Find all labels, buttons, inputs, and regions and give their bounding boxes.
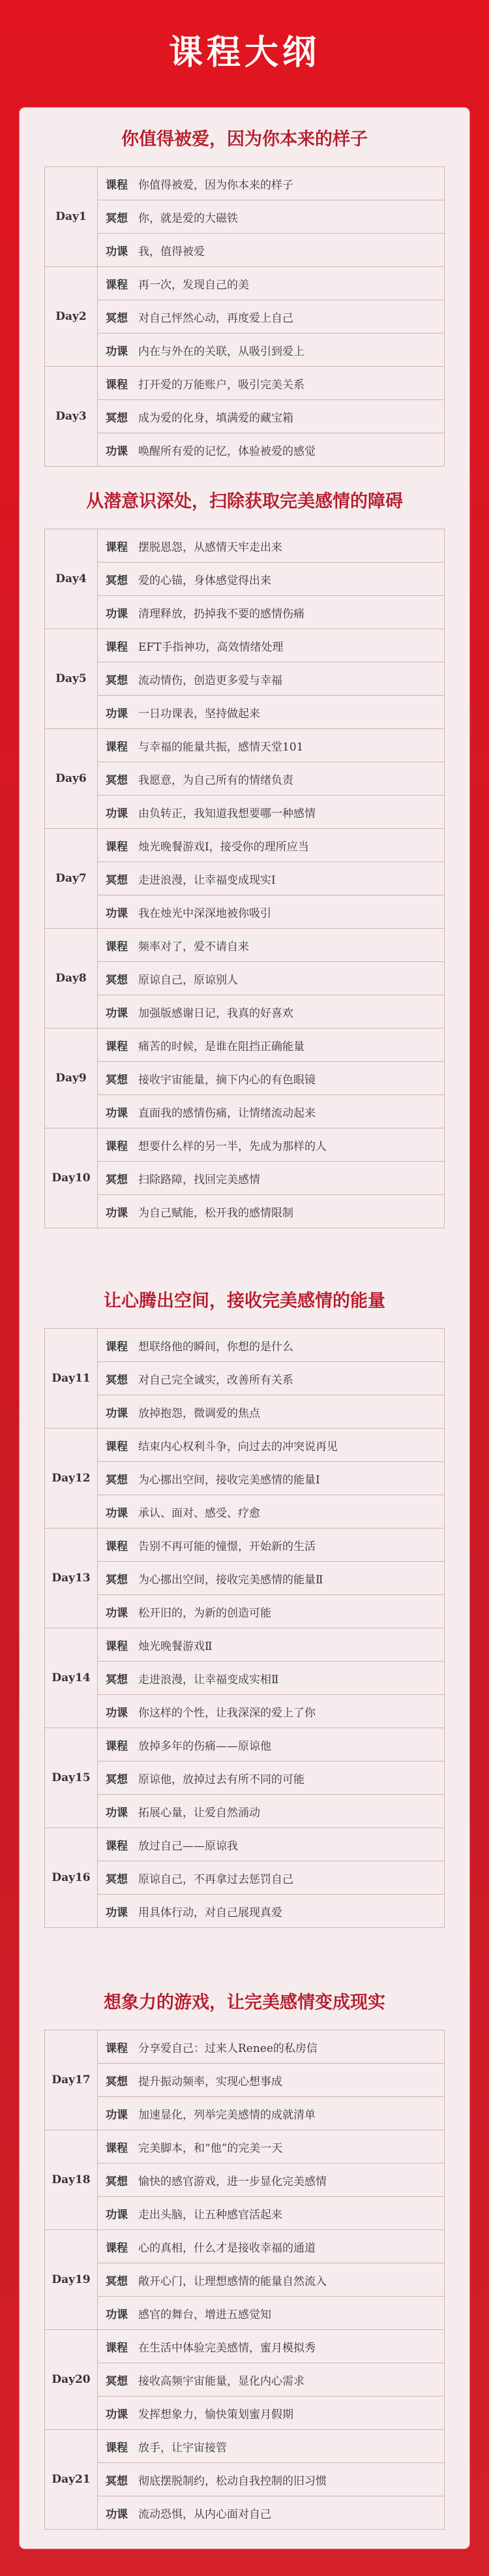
item-type-meditation: 冥想 [98, 300, 136, 334]
item-type-meditation: 冥想 [98, 1062, 136, 1095]
item-text: 承认、面对、感受、疗愈 [136, 1495, 445, 1529]
table-row [45, 1595, 445, 1628]
item-type-course: 课程 [98, 1628, 136, 1662]
item-type-course: 课程 [98, 1429, 136, 1462]
table-row [45, 1695, 445, 1728]
item-type-meditation: 冥想 [98, 662, 136, 696]
item-text: 你这样的个性，让我深深的爱上了你 [136, 1695, 445, 1728]
table-row [45, 2230, 445, 2263]
day-label: Day4 [45, 529, 98, 629]
item-type-meditation: 冥想 [98, 1162, 136, 1195]
table-row [45, 1828, 445, 1861]
item-type-homework: 功课 [98, 796, 136, 829]
table-row [45, 2164, 445, 2197]
item-type-course: 课程 [98, 2430, 136, 2463]
section-title: 让心腾出空间，接收完美感情的能量 [104, 1290, 385, 1311]
day-label: Day3 [45, 367, 98, 467]
item-text: 为心挪出空间，接收完美感情的能量Ⅱ [136, 1562, 445, 1595]
day-label: Day19 [45, 2230, 98, 2330]
table-row [45, 2064, 445, 2097]
item-text: 频率对了，爱不请自来 [136, 929, 445, 962]
item-text: 原谅他，放掉过去有所不同的可能 [136, 1761, 445, 1795]
day-label: Day14 [45, 1628, 98, 1728]
item-text: 你，就是爱的大磁铁 [136, 200, 445, 234]
item-text: 对自己怦然心动，再度爱上自己 [136, 300, 445, 334]
section-title: 从潜意识深处，扫除获取完美感情的障碍 [86, 491, 403, 512]
item-text: 我愿意，为自己所有的情绪负责 [136, 762, 445, 796]
table-row [45, 1895, 445, 1928]
item-text: 彻底摆脱制约，松动自我控制的旧习惯 [136, 2463, 445, 2496]
section-title: 你值得被爱，因为你本来的样子 [121, 129, 368, 149]
day-label: Day13 [45, 1529, 98, 1628]
item-text: 分享爱自己：过来人Renee的私房信 [136, 2030, 445, 2064]
item-type-meditation: 冥想 [98, 862, 136, 895]
table-row [45, 1062, 445, 1095]
item-type-homework: 功课 [98, 234, 136, 267]
table-row [45, 167, 445, 200]
item-text: 发挥想象力，愉快策划蜜月假期 [136, 2397, 445, 2430]
item-text: 你值得被爱，因为你本来的样子 [136, 167, 445, 200]
table-row [45, 1861, 445, 1895]
item-type-course: 课程 [98, 267, 136, 300]
table-row [45, 2297, 445, 2330]
item-type-course: 课程 [98, 2330, 136, 2363]
item-type-meditation: 冥想 [98, 1362, 136, 1395]
item-type-homework: 功课 [98, 2397, 136, 2430]
day-label: Day1 [45, 167, 98, 267]
day-label: Day12 [45, 1429, 98, 1529]
item-type-meditation: 冥想 [98, 1861, 136, 1895]
day-label: Day15 [45, 1728, 98, 1828]
day-label: Day5 [45, 629, 98, 729]
item-text: 流动恐惧，从内心面对自己 [136, 2496, 445, 2530]
table-row [45, 895, 445, 929]
item-type-course: 课程 [98, 2230, 136, 2263]
syllabus-panel [20, 108, 469, 2549]
item-text: 接收宇宙能量，摘下内心的有色眼镜 [136, 1062, 445, 1095]
item-text: 内在与外在的关联，从吸引到爱上 [136, 334, 445, 367]
item-text: 走出头脑，让五种感官活起来 [136, 2197, 445, 2230]
item-text: 爱的心锚，身体感觉得出来 [136, 563, 445, 596]
item-text: 告别不再可能的憧憬，开始新的生活 [136, 1529, 445, 1562]
item-text: 走进浪漫，让幸福变成现实Ⅰ [136, 862, 445, 895]
item-type-homework: 功课 [98, 1595, 136, 1628]
table-row [45, 596, 445, 629]
item-type-course: 课程 [98, 167, 136, 200]
table-row [45, 862, 445, 895]
item-type-homework: 功课 [98, 334, 136, 367]
item-type-homework: 功课 [98, 2496, 136, 2530]
item-type-course: 课程 [98, 1329, 136, 1362]
item-text: 对自己完全诚实，改善所有关系 [136, 1362, 445, 1395]
item-text: EFT手指神功，高效情绪处理 [136, 629, 445, 662]
item-type-meditation: 冥想 [98, 2363, 136, 2397]
item-type-meditation: 冥想 [98, 1462, 136, 1495]
item-type-meditation: 冥想 [98, 2463, 136, 2496]
table-row [45, 995, 445, 1029]
item-type-course: 课程 [98, 2030, 136, 2064]
item-type-homework: 功课 [98, 2097, 136, 2130]
table-row [45, 1728, 445, 1761]
item-text: 走进浪漫，让幸福变成实相Ⅱ [136, 1662, 445, 1695]
item-text: 流动情伤，创造更多爱与幸福 [136, 662, 445, 696]
item-text: 在生活中体验完美感情，蜜月模拟秀 [136, 2330, 445, 2363]
table-row [45, 2197, 445, 2230]
table-row [45, 529, 445, 563]
item-text: 愉快的感官游戏，进一步显化完美感情 [136, 2164, 445, 2197]
page-title: 课程大纲 [168, 33, 320, 72]
item-type-homework: 功课 [98, 1195, 136, 1228]
item-type-course: 课程 [98, 1529, 136, 1562]
item-text: 放掉多年的伤痛——原谅他 [136, 1728, 445, 1761]
day-label: Day2 [45, 267, 98, 367]
table-row [45, 300, 445, 334]
table-row [45, 1195, 445, 1228]
item-text: 放掉抱怨，微调爱的焦点 [136, 1395, 445, 1429]
day-label: Day6 [45, 729, 98, 829]
table-row [45, 1562, 445, 1595]
table-row [45, 400, 445, 433]
table-row [45, 334, 445, 367]
item-text: 唤醒所有爱的记忆，体验被爱的感觉 [136, 433, 445, 467]
item-type-course: 课程 [98, 1128, 136, 1162]
item-text: 一日功课表，坚持做起来 [136, 696, 445, 729]
day-label: Day11 [45, 1329, 98, 1429]
item-type-homework: 功课 [98, 2297, 136, 2330]
table-row [45, 1429, 445, 1462]
item-text: 放过自己——原谅我 [136, 1828, 445, 1861]
item-text: 接收高频宇宙能量，显化内心需求 [136, 2363, 445, 2397]
day-label: Day17 [45, 2030, 98, 2130]
day-label: Day9 [45, 1029, 98, 1128]
item-text: 摆脱恩怨，从感情天牢走出来 [136, 529, 445, 563]
item-type-homework: 功课 [98, 1895, 136, 1928]
table-row [45, 1162, 445, 1195]
table-row [45, 1395, 445, 1429]
table-row [45, 367, 445, 400]
item-text: 清理释放，扔掉我不要的感情伤痛 [136, 596, 445, 629]
item-text: 打开爱的万能账户，吸引完美关系 [136, 367, 445, 400]
day-label: Day16 [45, 1828, 98, 1928]
syllabus-table [44, 1328, 445, 1928]
item-type-meditation: 冥想 [98, 2263, 136, 2297]
table-row [45, 1329, 445, 1362]
table-row [45, 1529, 445, 1562]
item-type-homework: 功课 [98, 1695, 136, 1728]
table-row [45, 929, 445, 962]
table-row [45, 2330, 445, 2363]
section-1 [20, 108, 469, 467]
day-label: Day21 [45, 2430, 98, 2530]
item-type-meditation: 冥想 [98, 762, 136, 796]
day-label: Day7 [45, 829, 98, 929]
table-row [45, 2030, 445, 2064]
item-type-course: 课程 [98, 367, 136, 400]
item-type-course: 课程 [98, 929, 136, 962]
item-text: 用具体行动，对自己展现真爱 [136, 1895, 445, 1928]
item-text: 由负转正，我知道我想要哪一种感情 [136, 796, 445, 829]
item-type-meditation: 冥想 [98, 1662, 136, 1695]
item-type-meditation: 冥想 [98, 962, 136, 995]
table-row [45, 2496, 445, 2530]
item-text: 我，值得被爱 [136, 234, 445, 267]
item-text: 烛光晚餐游戏Ⅱ [136, 1628, 445, 1662]
item-text: 想要什么样的另一半，先成为那样的人 [136, 1128, 445, 1162]
table-row [45, 1362, 445, 1395]
item-type-course: 课程 [98, 529, 136, 563]
day-label: Day8 [45, 929, 98, 1029]
table-row [45, 1029, 445, 1062]
item-type-meditation: 冥想 [98, 1562, 136, 1595]
item-text: 拓展心量，让爱自然涌动 [136, 1795, 445, 1828]
table-row [45, 234, 445, 267]
item-text: 原谅自己，原谅别人 [136, 962, 445, 995]
section-2 [20, 470, 469, 1228]
table-row [45, 1628, 445, 1662]
syllabus-table [44, 166, 445, 467]
table-row [45, 829, 445, 862]
item-text: 扫除路障，找回完美感情 [136, 1162, 445, 1195]
syllabus-table [44, 529, 445, 1228]
table-row [45, 762, 445, 796]
table-row [45, 1495, 445, 1529]
item-text: 感官的舞台，增进五感觉知 [136, 2297, 445, 2330]
item-type-meditation: 冥想 [98, 2164, 136, 2197]
item-type-course: 课程 [98, 2130, 136, 2164]
item-type-course: 课程 [98, 1029, 136, 1062]
table-row [45, 2397, 445, 2430]
item-type-homework: 功课 [98, 1495, 136, 1529]
item-text: 原谅自己，不再拿过去惩罚自己 [136, 1861, 445, 1895]
section-4 [20, 1971, 469, 2530]
item-type-meditation: 冥想 [98, 200, 136, 234]
item-text: 再一次，发现自己的美 [136, 267, 445, 300]
table-row [45, 696, 445, 729]
item-text: 直面我的感情伤痛，让情绪流动起来 [136, 1095, 445, 1128]
item-text: 敞开心门，让理想感情的能量自然流入 [136, 2263, 445, 2297]
item-text: 放手，让宇宙接管 [136, 2430, 445, 2463]
item-text: 加速显化，列举完美感情的成就清单 [136, 2097, 445, 2130]
item-type-homework: 功课 [98, 1395, 136, 1429]
item-type-homework: 功课 [98, 2197, 136, 2230]
syllabus-table [44, 2030, 445, 2530]
table-row [45, 729, 445, 762]
item-type-meditation: 冥想 [98, 400, 136, 433]
table-row [45, 2463, 445, 2496]
item-text: 为自己赋能，松开我的感情限制 [136, 1195, 445, 1228]
item-type-homework: 功课 [98, 1795, 136, 1828]
item-text: 成为爱的化身，填满爱的藏宝箱 [136, 400, 445, 433]
item-type-homework: 功课 [98, 696, 136, 729]
table-row [45, 2263, 445, 2297]
table-row [45, 1761, 445, 1795]
table-row [45, 629, 445, 662]
table-row [45, 962, 445, 995]
day-label: Day18 [45, 2130, 98, 2230]
item-text: 松开旧的，为新的创造可能 [136, 1595, 445, 1628]
item-type-homework: 功课 [98, 995, 136, 1029]
item-type-course: 课程 [98, 1828, 136, 1861]
item-type-meditation: 冥想 [98, 2064, 136, 2097]
item-type-homework: 功课 [98, 433, 136, 467]
item-type-meditation: 冥想 [98, 563, 136, 596]
item-text: 为心挪出空间，接收完美感情的能量Ⅰ [136, 1462, 445, 1495]
item-text: 心的真相，什么才是接收幸福的通道 [136, 2230, 445, 2263]
table-row [45, 796, 445, 829]
table-row [45, 2097, 445, 2130]
item-text: 我在烛光中深深地被你吸引 [136, 895, 445, 929]
day-label: Day20 [45, 2330, 98, 2430]
item-type-homework: 功课 [98, 895, 136, 929]
item-text: 结束内心权利斗争，向过去的冲突说再见 [136, 1429, 445, 1462]
item-type-course: 课程 [98, 629, 136, 662]
item-type-homework: 功课 [98, 1095, 136, 1128]
table-row [45, 1795, 445, 1828]
item-type-course: 课程 [98, 829, 136, 862]
item-type-meditation: 冥想 [98, 1761, 136, 1795]
table-row [45, 2363, 445, 2397]
table-row [45, 200, 445, 234]
item-type-homework: 功课 [98, 596, 136, 629]
item-text: 想联络他的瞬间，你想的是什么 [136, 1329, 445, 1362]
table-row [45, 2430, 445, 2463]
table-row [45, 563, 445, 596]
item-text: 完美脚本，和“他”的完美一天 [136, 2130, 445, 2164]
item-text: 与幸福的能量共振，感情天堂101 [136, 729, 445, 762]
item-text: 加强版感谢日记，我真的好喜欢 [136, 995, 445, 1029]
table-row [45, 2130, 445, 2164]
table-row [45, 1662, 445, 1695]
item-text: 提升振动频率，实现心想事成 [136, 2064, 445, 2097]
table-row [45, 1128, 445, 1162]
item-text: 痛苦的时候，是谁在阻挡正确能量 [136, 1029, 445, 1062]
table-row [45, 1095, 445, 1128]
table-row [45, 267, 445, 300]
item-text: 烛光晚餐游戏Ⅰ，接受你的理所应当 [136, 829, 445, 862]
table-row [45, 1462, 445, 1495]
section-3 [20, 1269, 469, 1928]
day-label: Day10 [45, 1128, 98, 1228]
table-row [45, 662, 445, 696]
item-type-course: 课程 [98, 729, 136, 762]
item-type-course: 课程 [98, 1728, 136, 1761]
section-title: 想象力的游戏，让完美感情变成现实 [104, 1992, 385, 2013]
table-row [45, 433, 445, 467]
